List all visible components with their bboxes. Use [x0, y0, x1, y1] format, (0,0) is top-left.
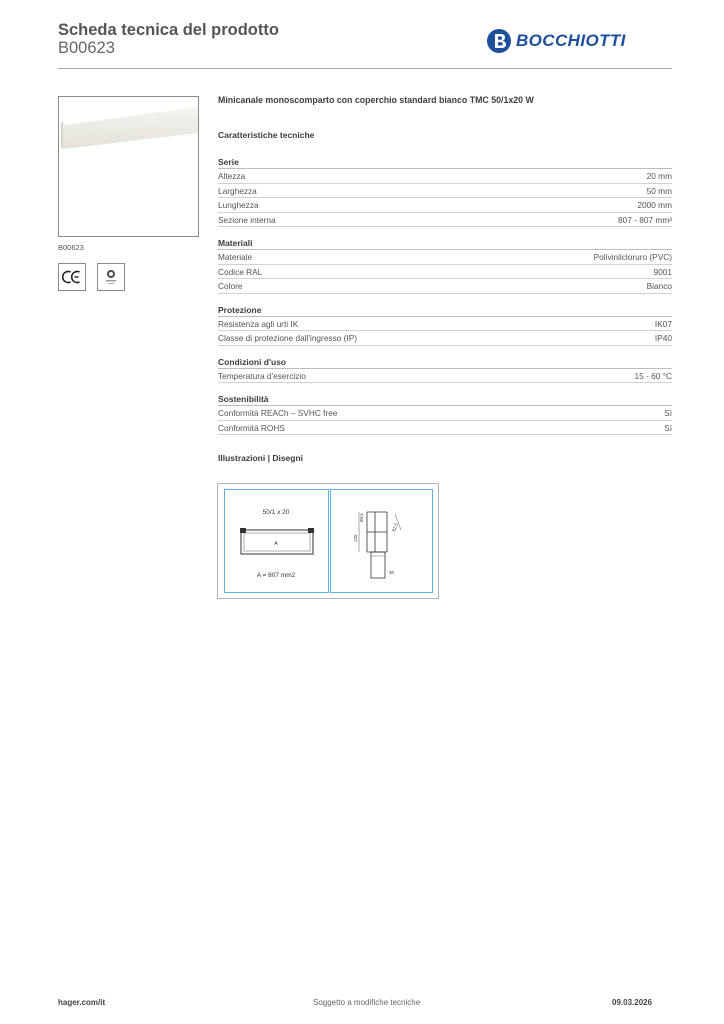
section-title: Condizioni d'uso — [218, 356, 672, 369]
spec-row — [218, 169, 672, 184]
spec-label: Larghezza — [218, 185, 257, 196]
spec-row — [218, 213, 672, 228]
spec-value: IK07 — [654, 318, 672, 329]
product-code: B00623 — [58, 39, 115, 57]
spec-label: Classe di protezione dall'ingresso (IP) — [218, 333, 358, 343]
section-title: Serie — [218, 156, 672, 169]
spec-row — [218, 250, 672, 265]
spec-value: 20 mm — [646, 171, 672, 181]
footer-notice: Soggetto a modifiche tecniche — [313, 998, 421, 1007]
spec-row — [218, 317, 672, 332]
spec-row — [218, 265, 672, 280]
test-mark — [97, 263, 125, 291]
footer-date: 09.03.2026 — [612, 998, 653, 1007]
section-title: Materiali — [218, 237, 672, 250]
drawing-panel-section — [224, 489, 329, 593]
spec-value: 15 - 60 °C — [634, 370, 672, 381]
spec-value: Sì — [664, 408, 672, 418]
ce-icon — [59, 264, 85, 290]
spec-row — [218, 369, 672, 384]
ce-mark — [58, 263, 86, 291]
spec-label: Colore — [218, 281, 243, 291]
image-caption: B00623 — [58, 243, 84, 252]
section-title: Sostenibilità — [218, 393, 672, 406]
drawing-panel-profile — [330, 489, 433, 593]
product-image — [58, 96, 199, 237]
spec-label: Lunghezza — [218, 200, 259, 210]
spec-value: Bianco — [646, 281, 672, 291]
spec-value: 9001 — [653, 266, 672, 277]
dim-label-4: 30 — [389, 570, 395, 575]
section-area-label: A = 807 mm2 — [256, 572, 296, 579]
spec-value: Polivinilcloruro (PVC) — [593, 252, 672, 262]
product-details — [218, 94, 672, 463]
spec-label: Conformità REACh – SVHC free — [218, 408, 338, 418]
section-size-label: 50/1 x 20 — [262, 509, 290, 516]
dim-label-1: 60,5 — [359, 513, 364, 522]
spec-label: Sezione interna — [218, 214, 276, 225]
spec-section — [218, 356, 672, 384]
spec-label: Materiale — [218, 252, 253, 262]
technical-drawing — [217, 483, 439, 599]
spec-value: IP40 — [654, 333, 672, 343]
brand-wordmark: BOCCHIOTTI — [516, 31, 626, 50]
dim-label-2: 125 — [353, 534, 358, 542]
trunking-photo-icon — [59, 97, 198, 236]
product-description: Minicanale monoscomparto con coperchio standard bianco TMC 50/1x20 W — [218, 95, 534, 105]
spec-section — [218, 156, 672, 227]
spec-row — [218, 421, 672, 436]
spec-label: Resistenza agli urti IK — [218, 318, 299, 329]
spec-section — [218, 393, 672, 435]
certification-seal-icon — [98, 264, 124, 290]
spec-value: Sì — [664, 422, 672, 433]
spec-value: 50 mm — [646, 185, 672, 196]
bocchiotti-logo-icon — [486, 28, 512, 54]
spec-row — [218, 198, 672, 213]
footer-website[interactable]: hager.com/it — [58, 998, 106, 1007]
spec-row — [218, 331, 672, 346]
spec-section — [218, 237, 672, 294]
spec-label: Codice RAL — [218, 266, 263, 277]
spec-row — [218, 279, 672, 294]
cross-section-drawing — [225, 490, 328, 592]
page-title: Scheda tecnica del prodotto — [58, 21, 279, 39]
section-title: Protezione — [218, 304, 672, 317]
spec-section — [218, 304, 672, 346]
section-inner-label: A — [274, 541, 278, 547]
spec-label: Temperatura d'esercizio — [218, 370, 306, 381]
spec-value: 2000 mm — [637, 200, 672, 210]
spec-row — [218, 184, 672, 199]
illustrations-title: Illustrazioni | Disegni — [218, 453, 304, 463]
header-divider — [58, 68, 672, 69]
profile-drawing — [331, 490, 432, 592]
spec-label: Conformità ROHS — [218, 422, 285, 433]
spec-sections — [218, 156, 672, 435]
brand-logo — [486, 28, 626, 54]
dim-label-3: 82,5 — [391, 522, 399, 533]
spec-row — [218, 406, 672, 421]
tech-title: Caratteristiche tecniche — [218, 130, 315, 140]
spec-value: 807 - 807 mm² — [618, 214, 672, 225]
spec-label: Altezza — [218, 171, 246, 181]
